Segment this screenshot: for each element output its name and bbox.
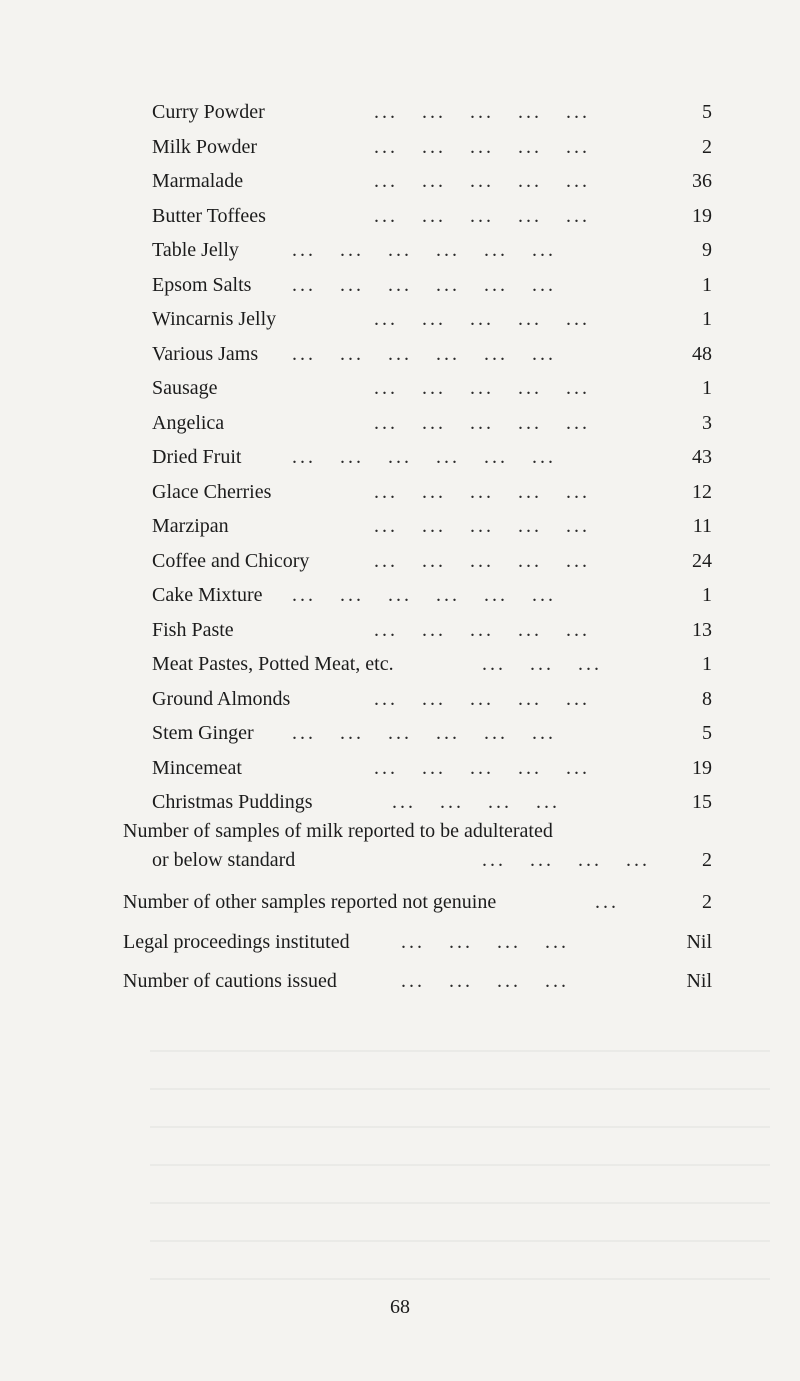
cautions-row bbox=[123, 966, 712, 996]
list-item bbox=[152, 649, 712, 679]
item-value: 5 bbox=[702, 101, 712, 123]
leader-dots: ... ... ... ... ... ... bbox=[292, 239, 556, 261]
item-label: Coffee and Chicory bbox=[152, 549, 310, 572]
item-label: Glace Cherries bbox=[152, 480, 272, 503]
item-label: Mincemeat bbox=[152, 756, 242, 779]
leader-dots: ... ... ... ... ... bbox=[374, 618, 590, 641]
item-label: Meat Pastes, Potted Meat, etc. bbox=[152, 653, 394, 675]
list-item bbox=[152, 511, 712, 541]
item-value: 48 bbox=[692, 342, 712, 365]
milk-adulterated-value: 2 bbox=[702, 849, 712, 871]
item-value: 19 bbox=[692, 204, 712, 227]
list-item bbox=[152, 97, 712, 127]
list-item bbox=[152, 201, 712, 231]
item-label: Fish Paste bbox=[152, 618, 234, 641]
list-item bbox=[152, 235, 712, 265]
other-not-genuine-label: Number of other samples reported not genuine bbox=[123, 891, 497, 913]
leader-dots: ... ... ... bbox=[482, 653, 602, 675]
cautions-label: Number of cautions issued bbox=[123, 970, 337, 992]
leader-dots: ... ... ... ... ... bbox=[374, 480, 590, 503]
leader-dots: ... ... ... ... ... bbox=[374, 549, 590, 572]
leader-dots: ... ... ... ... ... bbox=[374, 204, 590, 227]
list-item bbox=[152, 166, 712, 196]
leader-dots: ... ... ... ... ... bbox=[374, 135, 590, 158]
item-value: 3 bbox=[702, 411, 712, 434]
item-label: Stem Ginger bbox=[152, 722, 254, 744]
list-item bbox=[152, 580, 712, 610]
list-item bbox=[152, 442, 712, 472]
list-item bbox=[152, 477, 712, 507]
item-label: Sausage bbox=[152, 377, 218, 399]
leader-dots: ... ... ... ... bbox=[401, 970, 569, 992]
item-label: Angelica bbox=[152, 411, 225, 434]
item-label: Various Jams bbox=[152, 342, 259, 365]
leader-dots: ... ... ... ... ... bbox=[374, 687, 590, 710]
milk-adulterated-line2 bbox=[152, 845, 712, 875]
milk-adulterated-label: or below standard bbox=[152, 849, 296, 871]
leader-dots: ... ... ... ... ... ... bbox=[292, 722, 556, 744]
legal-proceedings-value: Nil bbox=[686, 931, 712, 953]
item-label: Ground Almonds bbox=[152, 687, 291, 710]
item-label: Table Jelly bbox=[152, 239, 239, 261]
item-label: Epsom Salts bbox=[152, 273, 252, 296]
leader-dots: ... ... ... ... ... bbox=[374, 377, 590, 399]
item-label: Christmas Puddings bbox=[152, 791, 313, 813]
list-item bbox=[152, 373, 712, 403]
leader-dots: ... ... ... ... ... bbox=[374, 308, 590, 330]
cautions-value: Nil bbox=[686, 970, 712, 992]
list-item bbox=[152, 132, 712, 162]
item-value: 13 bbox=[692, 618, 712, 641]
item-label: Marmalade bbox=[152, 170, 244, 192]
page-number: 68 bbox=[390, 1296, 410, 1318]
item-label: Cake Mixture bbox=[152, 584, 263, 606]
item-value: 15 bbox=[692, 791, 712, 813]
list-item bbox=[152, 270, 712, 300]
leader-dots: ... ... ... ... ... ... bbox=[292, 584, 556, 606]
leader-dots: ... ... ... ... ... bbox=[374, 515, 590, 537]
item-value: 5 bbox=[702, 722, 712, 744]
milk-adulterated-line1: Number of samples of milk reported to be adulterated bbox=[123, 820, 553, 842]
item-label: Wincarnis Jelly bbox=[152, 308, 277, 330]
other-not-genuine-row bbox=[123, 887, 712, 917]
leader-dots: ... ... ... ... bbox=[482, 849, 650, 871]
bleed-through-texture bbox=[150, 1040, 770, 1280]
leader-dots: ... ... ... ... ... ... bbox=[292, 342, 556, 365]
item-value: 2 bbox=[702, 135, 712, 158]
list-item bbox=[152, 684, 712, 714]
list-item bbox=[152, 718, 712, 748]
item-value: 19 bbox=[692, 756, 712, 779]
item-value: 12 bbox=[692, 480, 712, 503]
legal-proceedings-row bbox=[123, 927, 712, 957]
item-value: 1 bbox=[702, 377, 712, 399]
leader-dots: ... ... ... ... ... bbox=[374, 170, 590, 192]
leader-dots: ... bbox=[595, 891, 619, 913]
item-label: Milk Powder bbox=[152, 135, 257, 158]
leader-dots: ... ... ... ... ... bbox=[374, 756, 590, 779]
list-item bbox=[152, 339, 712, 369]
leader-dots: ... ... ... ... bbox=[392, 791, 560, 813]
list-item bbox=[152, 546, 712, 576]
leader-dots: ... ... ... ... ... bbox=[374, 411, 590, 434]
list-item bbox=[152, 408, 712, 438]
legal-proceedings-label: Legal proceedings instituted bbox=[123, 931, 350, 953]
item-value: 1 bbox=[702, 584, 712, 606]
leader-dots: ... ... ... ... ... ... bbox=[292, 446, 556, 468]
item-value: 11 bbox=[692, 515, 712, 537]
item-value: 43 bbox=[692, 446, 712, 468]
leader-dots: ... ... ... ... ... bbox=[374, 101, 590, 123]
item-label: Curry Powder bbox=[152, 101, 265, 123]
other-not-genuine-value: 2 bbox=[702, 891, 712, 913]
list-item bbox=[152, 304, 712, 334]
list-item bbox=[152, 753, 712, 783]
item-value: 1 bbox=[702, 273, 712, 296]
item-value: 24 bbox=[692, 549, 712, 572]
leader-dots: ... ... ... ... bbox=[401, 931, 569, 953]
item-value: 36 bbox=[692, 170, 712, 192]
item-label: Butter Toffees bbox=[152, 204, 266, 227]
leader-dots: ... ... ... ... ... ... bbox=[292, 273, 556, 296]
item-value: 1 bbox=[702, 308, 712, 330]
item-value: 9 bbox=[702, 239, 712, 261]
item-value: 1 bbox=[702, 653, 712, 675]
item-value: 8 bbox=[702, 687, 712, 710]
list-item bbox=[152, 787, 712, 817]
item-label: Dried Fruit bbox=[152, 446, 242, 468]
item-label: Marzipan bbox=[152, 515, 229, 537]
list-item bbox=[152, 615, 712, 645]
